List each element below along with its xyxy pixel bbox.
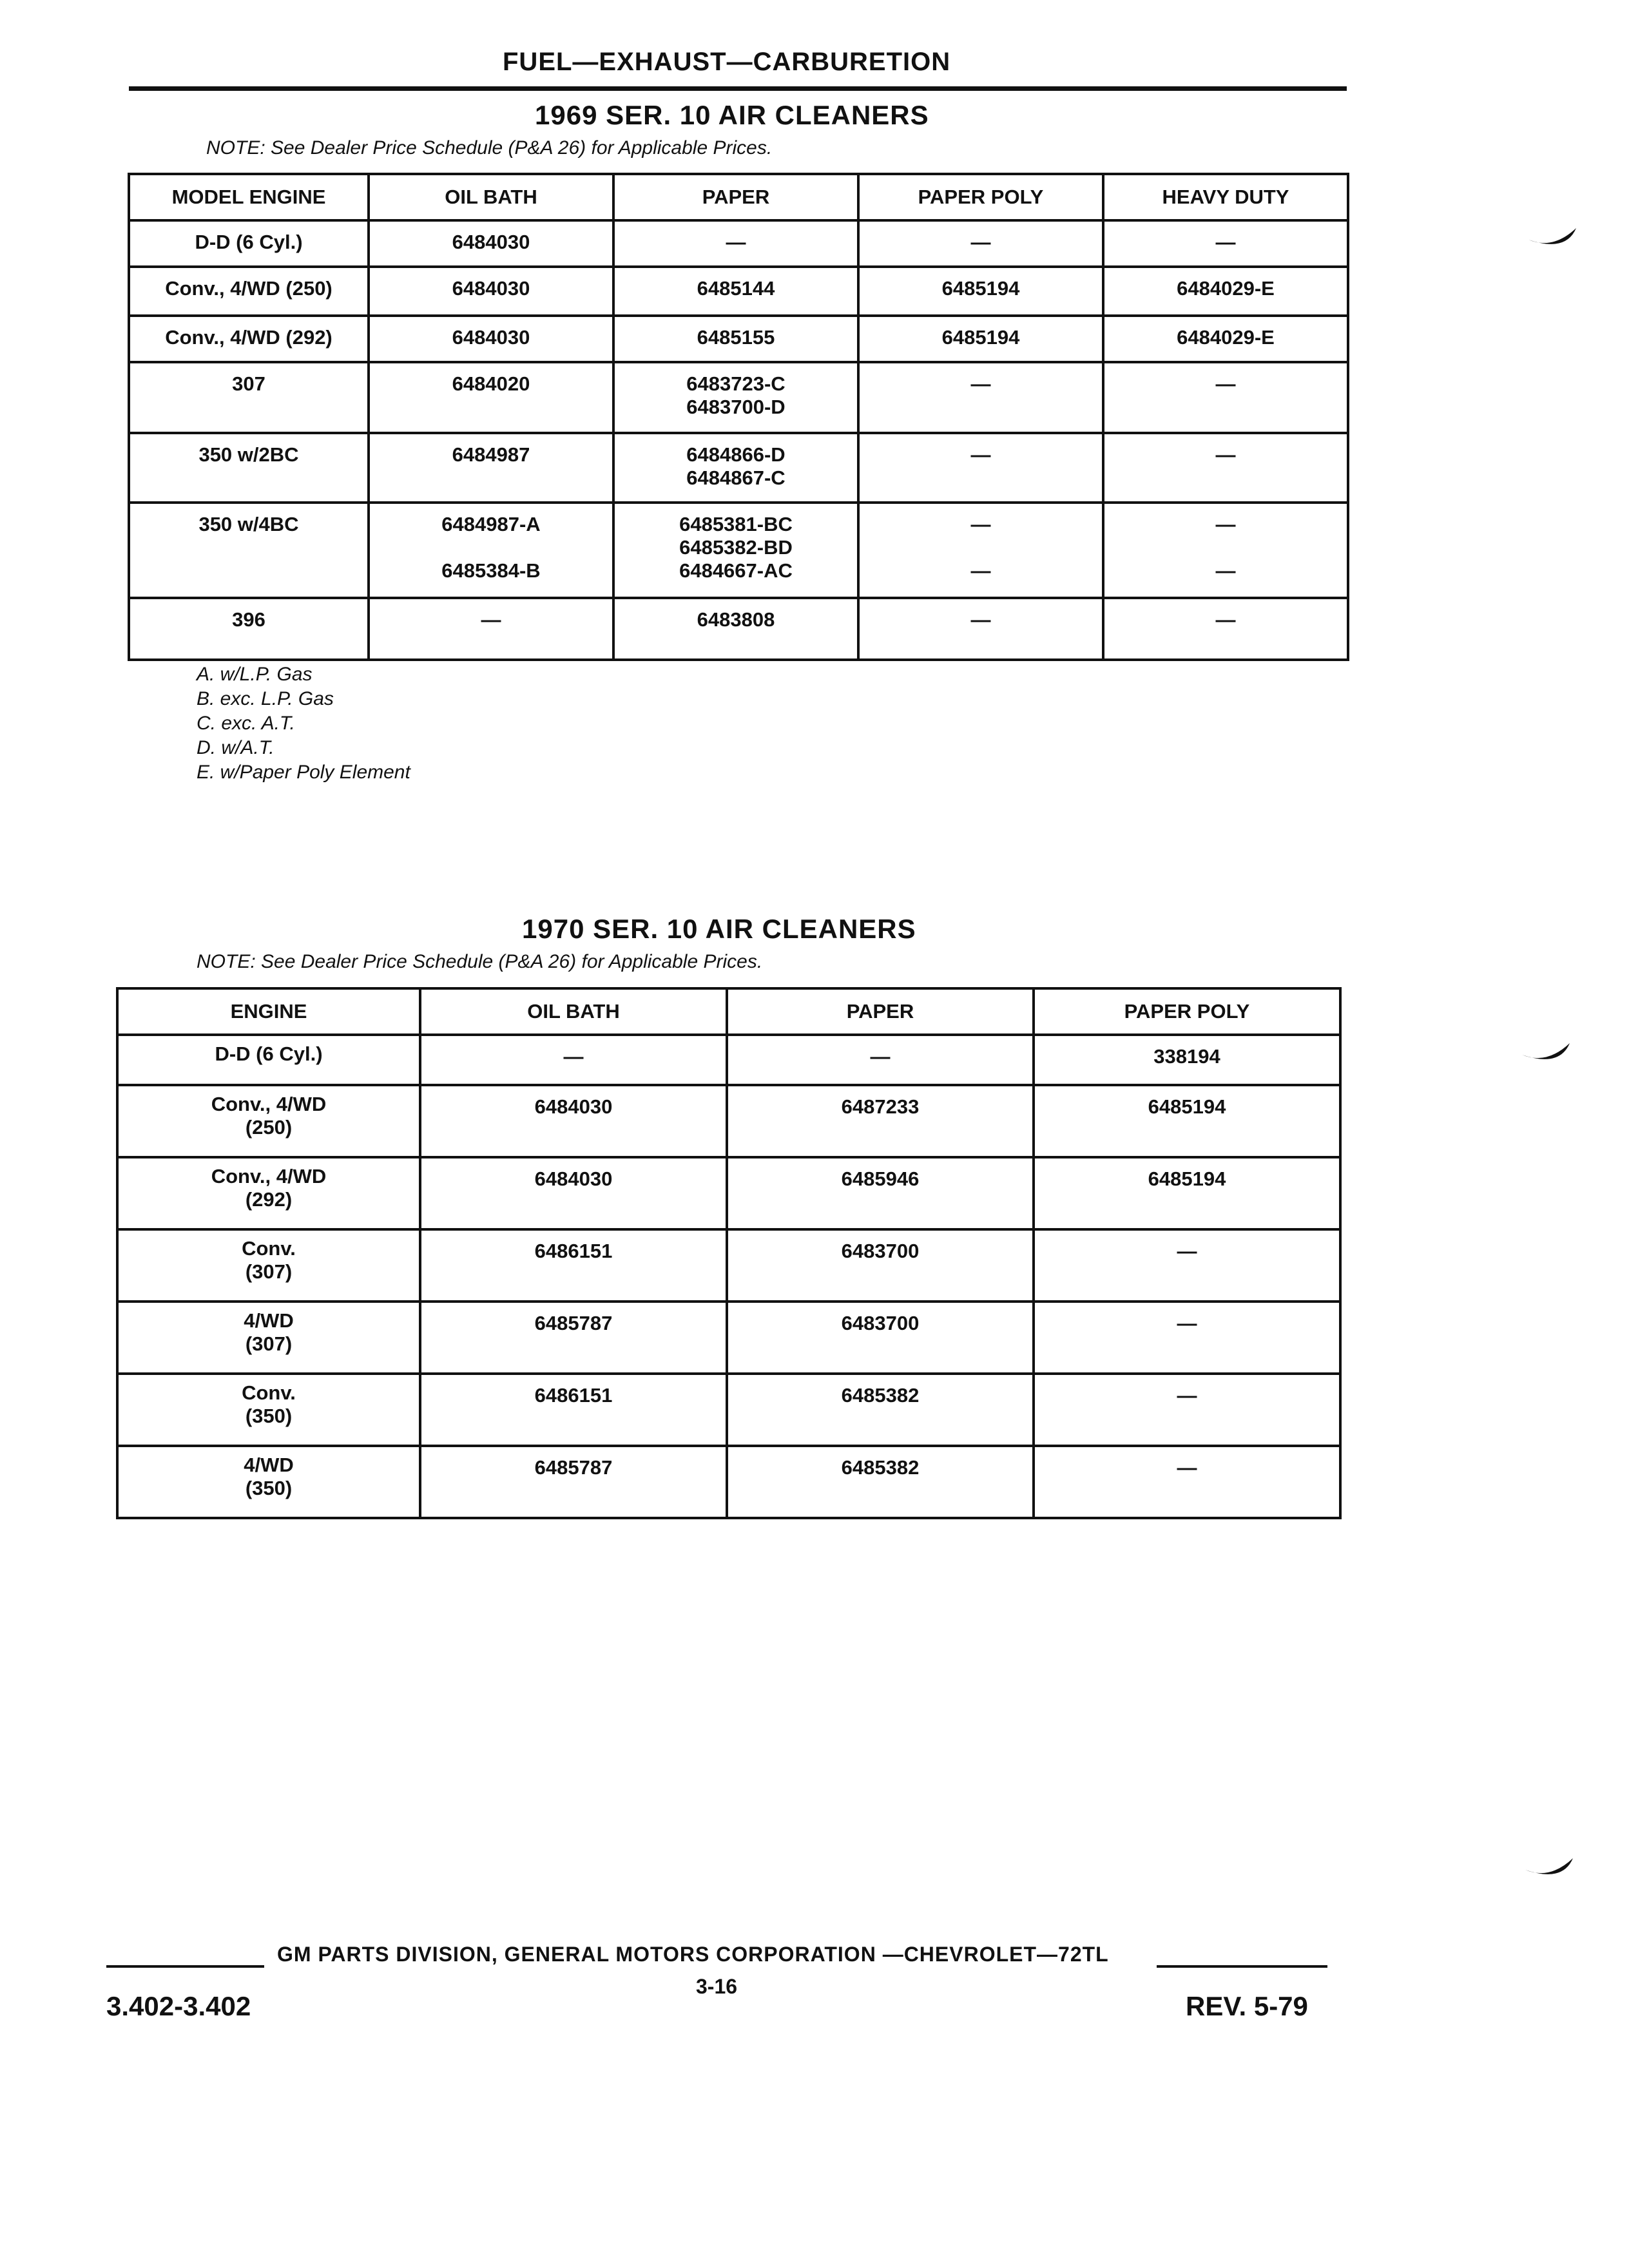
- table-row: [117, 1035, 1340, 1085]
- table-row: [117, 1085, 1340, 1157]
- part-number-cell: — —: [1103, 503, 1348, 598]
- part-number-cell: —: [727, 1035, 1034, 1085]
- part-number-cell: 6484987-A 6485384-B: [369, 503, 613, 598]
- section-header: FUEL—EXHAUST—CARBURETION: [503, 48, 951, 76]
- footer-rule-left: [106, 1965, 264, 1968]
- part-number-cell: —: [1103, 220, 1348, 267]
- header-rule: [129, 86, 1347, 91]
- part-number-cell: — —: [858, 503, 1103, 598]
- part-number-cell: —: [1034, 1374, 1340, 1446]
- engine-cell: 350 w/4BC: [129, 503, 369, 598]
- part-number-cell: —: [420, 1035, 727, 1085]
- table-row: [117, 1374, 1340, 1446]
- footnote: D. w/A.T.: [197, 737, 275, 758]
- part-number-cell: 6484030: [369, 316, 613, 362]
- footnote: C. exc. A.T.: [197, 713, 295, 734]
- part-number-cell: —: [858, 362, 1103, 433]
- table-1970-note: NOTE: See Dealer Price Schedule (P&A 26) for Applicable Prices.: [197, 951, 763, 972]
- part-number-cell: —: [858, 433, 1103, 503]
- table-row: [117, 1229, 1340, 1302]
- table-1969-note: NOTE: See Dealer Price Schedule (P&A 26) for Applicable Prices.: [206, 137, 773, 159]
- footer-page-number: 3-16: [696, 1975, 738, 1998]
- part-number-cell: —: [1034, 1302, 1340, 1374]
- engine-cell: Conv., 4/WD (292): [129, 316, 369, 362]
- footnotes-1969: [197, 662, 410, 785]
- part-number-cell: —: [858, 598, 1103, 660]
- engine-cell: 4/WD (350): [117, 1446, 420, 1518]
- table-row: [129, 267, 1348, 316]
- engine-cell: Conv., 4/WD (250): [117, 1085, 420, 1157]
- binder-mark-icon: [1527, 226, 1579, 258]
- part-number-cell: 6485155: [613, 316, 858, 362]
- part-number-cell: 6486151: [420, 1229, 727, 1302]
- table-row: [129, 433, 1348, 503]
- part-number-cell: 6483700: [727, 1302, 1034, 1374]
- part-number-cell: 6487233: [727, 1085, 1034, 1157]
- part-number-cell: —: [1103, 598, 1348, 660]
- part-number-cell: —: [1103, 433, 1348, 503]
- part-number-cell: —: [1103, 362, 1348, 433]
- part-number-cell: 6485194: [858, 267, 1103, 316]
- table-row: [117, 1302, 1340, 1374]
- footer-section-code: 3.402-3.402: [106, 1991, 251, 2021]
- footer-publisher: GM PARTS DIVISION, GENERAL MOTORS CORPORATION —CHEVROLET—72TL: [277, 1943, 1109, 1966]
- engine-cell: Conv. (350): [117, 1374, 420, 1446]
- part-number-cell: —: [369, 598, 613, 660]
- part-number-cell: 6485787: [420, 1302, 727, 1374]
- part-number-cell: 6484030: [420, 1085, 727, 1157]
- part-number-cell: 6484020: [369, 362, 613, 433]
- engine-cell: 307: [129, 362, 369, 433]
- engine-cell: Conv., 4/WD (292): [117, 1157, 420, 1229]
- part-number-cell: 338194: [1034, 1035, 1340, 1085]
- table-row: [117, 1446, 1340, 1518]
- part-number-cell: 6484029-E: [1103, 316, 1348, 362]
- column-header: PAPER POLY: [1034, 988, 1340, 1035]
- footnote: E. w/Paper Poly Element: [197, 762, 410, 783]
- engine-cell: 350 w/2BC: [129, 433, 369, 503]
- part-number-cell: 6483700: [727, 1229, 1034, 1302]
- column-header: ENGINE: [117, 988, 420, 1035]
- table-row: [129, 503, 1348, 598]
- column-header: PAPER: [727, 988, 1034, 1035]
- part-number-cell: 6484866-D 6484867-C: [613, 433, 858, 503]
- table-row: [117, 1157, 1340, 1229]
- part-number-cell: —: [1034, 1229, 1340, 1302]
- part-number-cell: 6485194: [1034, 1085, 1340, 1157]
- part-number-cell: —: [1034, 1446, 1340, 1518]
- column-header: PAPER POLY: [858, 174, 1103, 220]
- part-number-cell: 6485946: [727, 1157, 1034, 1229]
- table-1970-title: 1970 SER. 10 AIR CLEANERS: [522, 914, 916, 944]
- part-number-cell: 6484030: [369, 267, 613, 316]
- table-1969-title: 1969 SER. 10 AIR CLEANERS: [535, 100, 929, 130]
- table-row: [129, 220, 1348, 267]
- footer-rule-right: [1157, 1965, 1327, 1968]
- part-number-cell: 6485194: [858, 316, 1103, 362]
- column-header: MODEL ENGINE: [129, 174, 369, 220]
- part-number-cell: 6485787: [420, 1446, 727, 1518]
- binder-mark-icon: [1524, 1856, 1576, 1888]
- part-number-cell: 6484030: [420, 1157, 727, 1229]
- binder-mark-icon: [1521, 1041, 1572, 1073]
- engine-cell: Conv. (307): [117, 1229, 420, 1302]
- engine-cell: D-D (6 Cyl.): [129, 220, 369, 267]
- column-header: OIL BATH: [369, 174, 613, 220]
- part-number-cell: 6486151: [420, 1374, 727, 1446]
- part-number-cell: 6483808: [613, 598, 858, 660]
- table-header-row: [117, 988, 1340, 1035]
- part-number-cell: 6485381-BC 6485382-BD 6484667-AC: [613, 503, 858, 598]
- part-number-cell: 6484030: [369, 220, 613, 267]
- engine-cell: 396: [129, 598, 369, 660]
- part-number-cell: 6485382: [727, 1446, 1034, 1518]
- table-row: [129, 362, 1348, 433]
- part-number-cell: 6485382: [727, 1374, 1034, 1446]
- engine-cell: 4/WD (307): [117, 1302, 420, 1374]
- part-number-cell: 6484987: [369, 433, 613, 503]
- column-header: OIL BATH: [420, 988, 727, 1035]
- table-1970: [116, 987, 1342, 1519]
- engine-cell: Conv., 4/WD (250): [129, 267, 369, 316]
- part-number-cell: 6484029-E: [1103, 267, 1348, 316]
- part-number-cell: 6485144: [613, 267, 858, 316]
- column-header: PAPER: [613, 174, 858, 220]
- table-header-row: [129, 174, 1348, 220]
- part-number-cell: 6485194: [1034, 1157, 1340, 1229]
- engine-cell: D-D (6 Cyl.): [117, 1035, 420, 1085]
- table-row: [129, 598, 1348, 660]
- footnote: B. exc. L.P. Gas: [197, 688, 334, 709]
- footnote: A. w/L.P. Gas: [197, 664, 313, 685]
- footer-revision: REV. 5-79: [1186, 1991, 1308, 2021]
- part-number-cell: —: [613, 220, 858, 267]
- part-number-cell: 6483723-C 6483700-D: [613, 362, 858, 433]
- table-row: [129, 316, 1348, 362]
- part-number-cell: —: [858, 220, 1103, 267]
- column-header: HEAVY DUTY: [1103, 174, 1348, 220]
- table-1969: [128, 173, 1349, 661]
